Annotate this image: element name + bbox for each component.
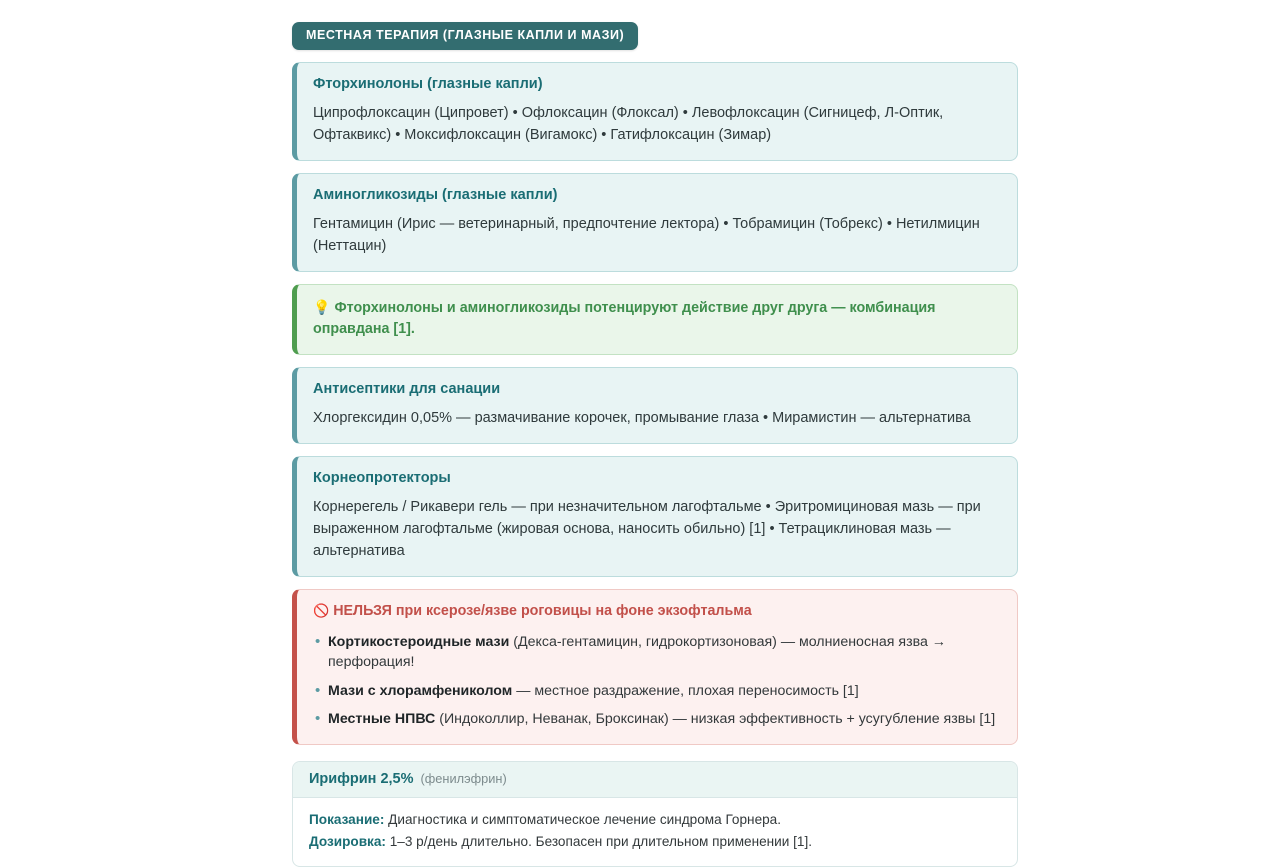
list-item	[313, 709, 1001, 730]
list-item-rest: (Индоколлир, Неванак, Броксинак) — низкая эффективность + усугубление язвы [1]	[435, 711, 996, 728]
contraindications-list	[313, 632, 1001, 730]
card-corneoprotectors	[292, 456, 1018, 577]
card-irifrin-header	[293, 762, 1017, 798]
tip-text: Фторхинолоны и аминогликозиды потенцируют действие друг друга — комбинация оправдана [1].	[313, 299, 936, 338]
dosage-label: Дозировка:	[309, 834, 386, 850]
contraindications-title	[313, 602, 1001, 621]
card-irifrin-title: Ирифрин 2,5%	[309, 771, 414, 788]
card-text: Гентамицин (Ирис — ветеринарный, предпочтение лектора) • Тобрамицин (Тобрекс) • Нетилмицин (Неттацин)	[313, 215, 980, 254]
card-aminoglycosides	[292, 173, 1018, 272]
card-text: Хлоргексидин 0,05% — размачивание корочек, промывание глаза • Мирамистин — альтернатива	[313, 409, 971, 426]
dosage-value: 1–3 р/день длительно. Безопасен при длительном применении [1].	[385, 834, 813, 850]
card-irifrin-subtitle: (фенилэфрин)	[420, 771, 507, 787]
section-badge: МЕСТНАЯ ТЕРАПИЯ (ГЛАЗНЫЕ КАПЛИ И МАЗИ)	[292, 22, 638, 50]
indication-label: Показание:	[309, 812, 385, 828]
card-fluoroquinolones	[292, 62, 1018, 161]
card-title: Корнеопротекторы	[313, 469, 451, 486]
list-item-lead: Мази с хлорамфениколом	[328, 682, 513, 699]
list-item-lead: Кортикостероидные мази	[328, 633, 510, 650]
tip-text-line	[313, 297, 1001, 341]
card-antiseptics	[292, 367, 1018, 444]
list-item-rest: — местное раздражение, плохая переносимость [1]	[512, 682, 859, 699]
contraindications-title-text: НЕЛЬЗЯ при ксерозе/язве роговицы на фоне экзофтальма	[333, 603, 752, 620]
card-irifrin-body	[293, 798, 1017, 866]
card-text: Корнерегель / Рикавери гель — при незначительном лагофтальме • Эритромициновая мазь — при выраженном лагофтальме (жировая основа, наносить обильно) [1] • Тетрациклиновая мазь — альтернатива	[313, 499, 981, 560]
indication-row	[309, 809, 1001, 831]
card-text: Ципрофлоксацин (Ципровет) • Офлоксацин (Флоксал) • Левофлоксацин (Сигницеф, Л-Оптик, Офтаквикс) • Моксифлоксацин (Вигамокс) • Гатифлоксацин (Зимар)	[313, 104, 944, 143]
list-item-lead: Местные НПВС	[328, 711, 436, 728]
card-title: Аминогликозиды (глазные капли)	[313, 186, 558, 203]
lightbulb-icon: 💡	[313, 298, 331, 315]
card-title: Антисептики для санации	[313, 380, 501, 397]
list-item	[313, 632, 1001, 673]
card-title: Фторхинолоны (глазные капли)	[313, 75, 543, 92]
list-item-rest: (Декса-гентамицин, гидрокортизоновая) — молниеносная язва → перфорация!	[328, 633, 946, 671]
list-item	[313, 681, 1001, 702]
dosage-row	[309, 831, 1001, 853]
prohibited-icon: 🚫	[313, 603, 330, 619]
content-column	[292, 22, 1018, 867]
tip-callout	[292, 284, 1018, 355]
indication-value: Диагностика и симптоматическое лечение синдрома Горнера.	[384, 812, 782, 828]
card-irifrin	[292, 761, 1018, 867]
